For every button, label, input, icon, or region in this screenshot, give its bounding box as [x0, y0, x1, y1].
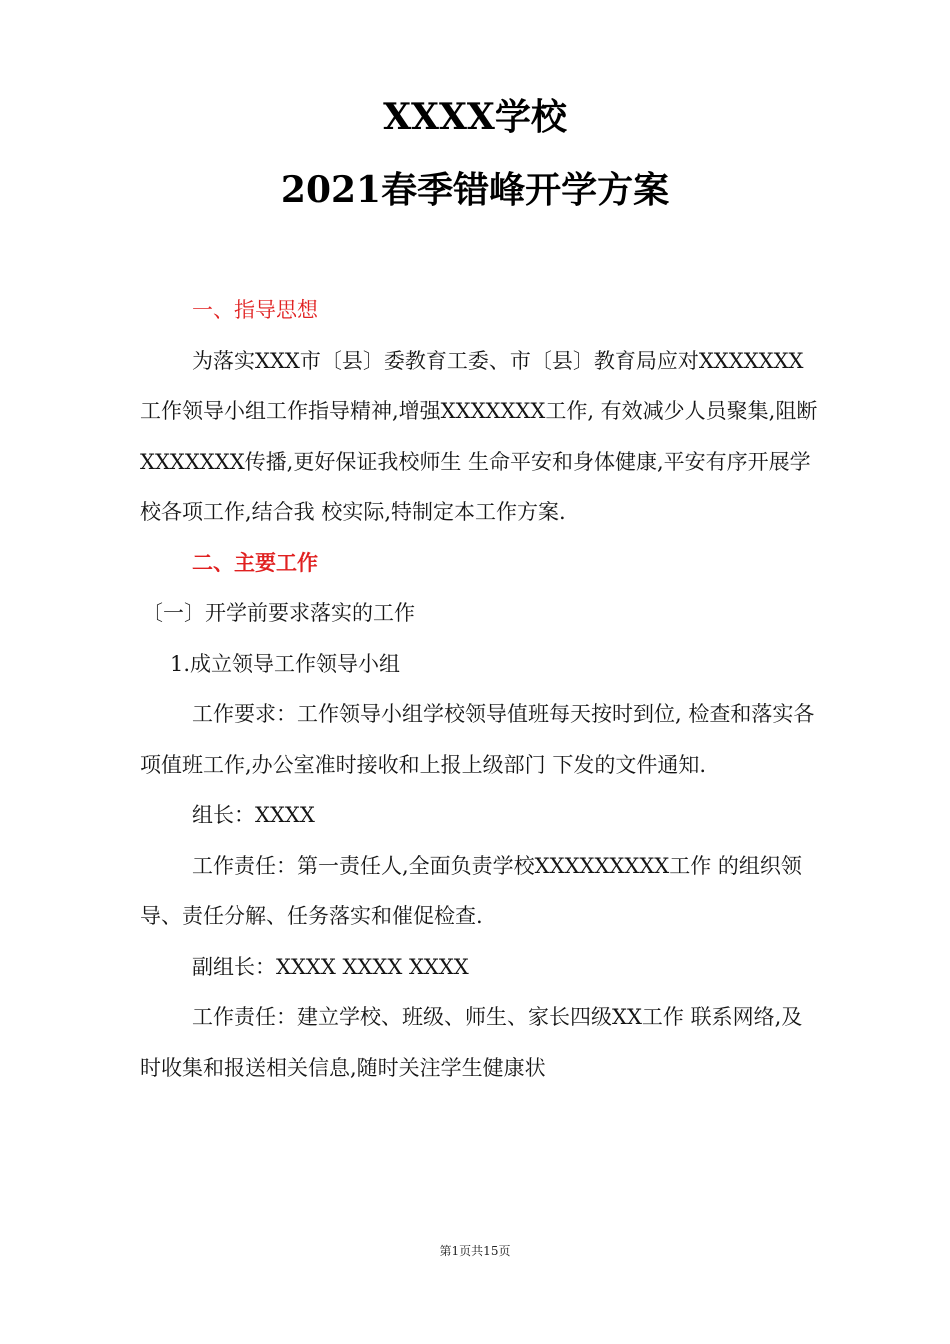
paragraph-leader-duty: 工作责任：第一责任人,全面负责学校XXXXXXXXX工作 的组织领导、责任分解、任务落实和催促检查.	[140, 853, 802, 928]
section-heading-main-work: 二、主要工作	[192, 549, 318, 575]
page-footer-page-number: 第1页共15页	[439, 1244, 511, 1258]
document-body	[140, 285, 820, 1093]
paragraph-guiding-ideology: 为落实XXX市〔县〕委教育工委、市〔县〕教育局应对XXXXXXX工作领导小组工作指导精神,增强XXXXXXX工作, 有效减少人员聚集,阻断XXXXXXX传播,更好保证我校师生 生命平安和身体健康,平安有序开展学校各项工作,结合我 校实际,特制定本工作方案.	[140, 348, 818, 524]
subsection-heading-pre-opening: 〔一〕开学前要求落实的工作	[142, 601, 415, 625]
list-item-leadership-group: 1.成立领导工作领导小组	[170, 651, 401, 676]
paragraph-deputy-leaders: 副组长：XXXX XXXX XXXX	[192, 954, 469, 979]
document-title-plan: 2021春季错峰开学方案	[280, 169, 670, 211]
paragraph-deputy-duty: 工作责任：建立学校、班级、师生、家长四级XX工作 联系网络,及时收集和报送相关信息,随时关注学生健康状	[140, 1005, 803, 1080]
document-title-school: XXXX学校	[383, 96, 567, 138]
paragraph-work-requirement: 工作要求：工作领导小组学校领导值班每天按时到位, 检查和落实各项值班工作,办公室准时接收和上报上级部门 下发的文件通知.	[140, 702, 815, 777]
paragraph-group-leader: 组长：XXXX	[192, 803, 315, 827]
section-heading-guiding-ideology: 一、指导思想	[192, 298, 318, 322]
